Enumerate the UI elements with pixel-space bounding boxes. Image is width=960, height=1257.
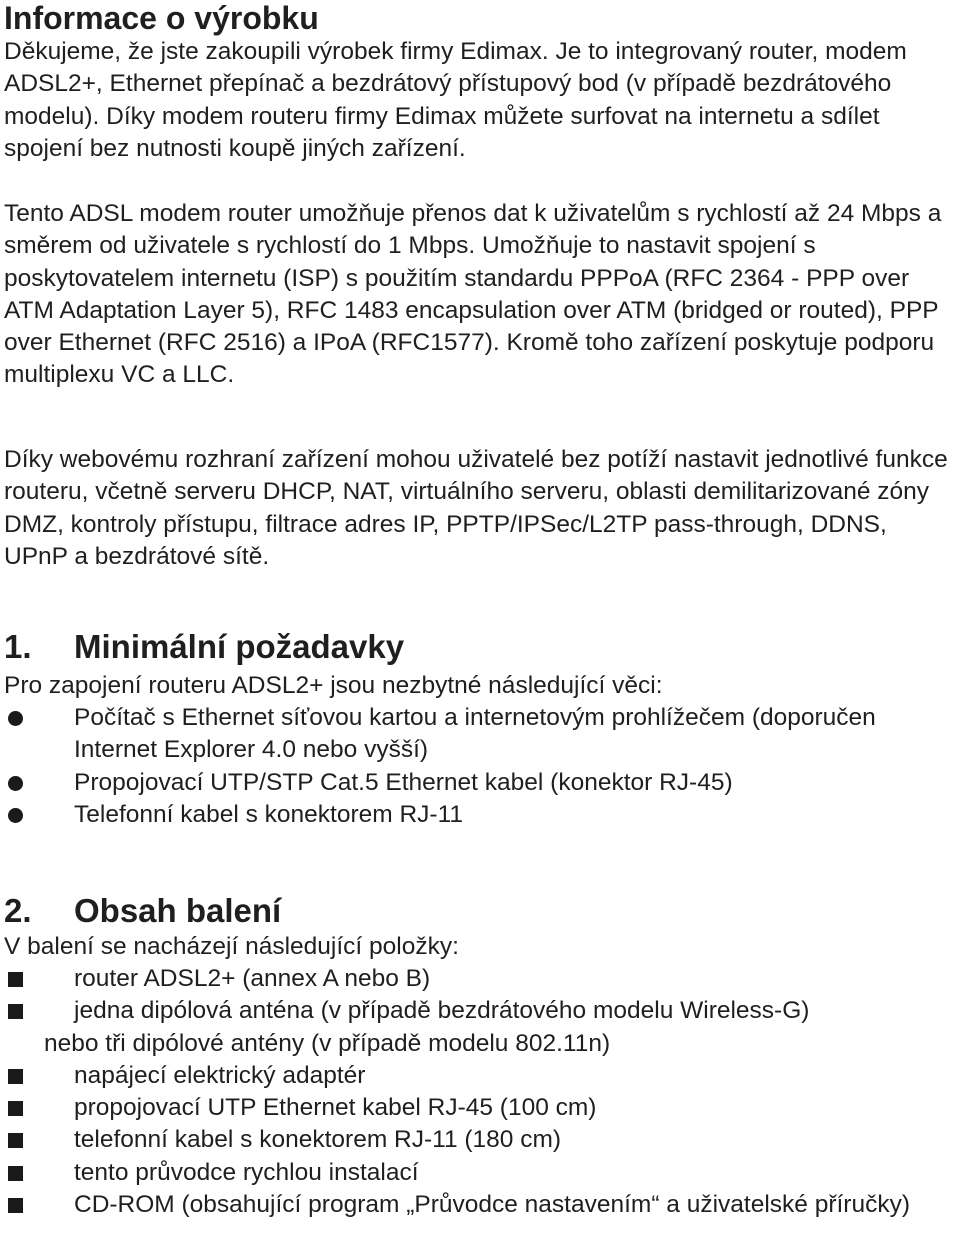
intro-paragraph-1: Děkujeme, že jste zakoupili výrobek firmy Edimax. Je to integrovaný router, modem ADSL2+, Ethernet přepínač a bezdrátový přístupový bod (v případě bezdrátového modelu). Díky modem routeru firmy Edimax můžete surfovat na internetu a sdílet spojení bez nutnosti koupě jiných zařízení. xyxy=(4,38,907,162)
list-item-continuation: nebo tři dipólové antény (v případě modelu 802.11n) xyxy=(44,1029,611,1057)
list-item xyxy=(0,1060,955,1092)
list-item xyxy=(0,1189,955,1221)
intro-paragraph-2: Tento ADSL modem router umožňuje přenos dat k uživatelům s rychlostí až 24 Mbps a směrem od uživatele s rychlostí do 1 Mbps. Umožňuje to nastavit spojení s poskytovatelem internetu (ISP) s použitím standardu PPPoA (RFC 2364 - PPP over ATM Adaptation Layer 5), RFC 1483 encapsulation over ATM (bridged or routed), PPP over Ethernet (RFC 2516) a IPoA (RFC1577). Kromě toho zařízení poskytuje podporu multiplexu VC a LLC. xyxy=(4,200,942,389)
section-1-heading xyxy=(4,628,404,666)
bullet-square-icon xyxy=(8,1133,23,1148)
requirements-list xyxy=(0,702,955,831)
list-item-text: propojovací UTP Ethernet kabel RJ-45 (100 cm) xyxy=(74,1094,597,1122)
list-item-text: napájecí elektrický adaptér xyxy=(74,1061,366,1089)
list-item xyxy=(0,995,955,1060)
bullet-square-icon xyxy=(8,1101,23,1116)
list-item xyxy=(0,963,955,995)
list-item-text: jedna dipólová anténa (v případě bezdrátového modelu Wireless-G) xyxy=(74,997,810,1025)
list-item xyxy=(0,1124,955,1156)
list-item xyxy=(0,799,955,831)
package-contents-list xyxy=(0,963,955,1221)
list-item xyxy=(0,767,955,799)
list-item-text: tento průvodce rychlou instalací xyxy=(74,1158,419,1186)
bullet-square-icon xyxy=(8,972,23,987)
page-title: Informace o výrobku xyxy=(4,0,319,36)
section-2-title: Obsah balení xyxy=(74,892,282,929)
section-2-number: 2. xyxy=(4,892,32,929)
list-item xyxy=(0,1157,955,1189)
list-item-text: telefonní kabel s konektorem RJ-11 (180 cm) xyxy=(74,1126,562,1154)
bullet-square-icon xyxy=(8,1069,23,1084)
section-1-title: Minimální požadavky xyxy=(74,628,405,665)
intro-paragraph-3: Díky webovému rozhraní zařízení mohou uživatelé bez potíží nastavit jednotlivé funkce routeru, včetně serveru DHCP, NAT, virtuálního serveru, oblasti demilitarizované zóny DMZ, kontroly přístupu, filtrace adres IP, PPTP/IPSec/L2TP pass-through, DDNS, UPnP a bezdrátové sítě. xyxy=(4,446,948,570)
list-item-text: Počítač s Ethernet síťovou kartou a internetovým prohlížečem (doporučen Internet Explorer 4.0 nebo vyšší) xyxy=(74,704,876,764)
bullet-dot-icon xyxy=(8,808,23,823)
list-item xyxy=(0,702,955,767)
list-item-text: Telefonní kabel s konektorem RJ-11 xyxy=(74,800,464,828)
list-item-text: Propojovací UTP/STP Cat.5 Ethernet kabel (konektor RJ-45) xyxy=(74,768,733,796)
bullet-dot-icon xyxy=(8,711,23,726)
list-item-text: router ADSL2+ (annex A nebo B) xyxy=(74,965,431,992)
bullet-dot-icon xyxy=(8,776,23,791)
section-2-heading xyxy=(4,892,281,930)
section-1-intro: Pro zapojení routeru ADSL2+ jsou nezbytné následující věci: xyxy=(4,672,663,699)
section-2-intro: V balení se nacházejí následující položky: xyxy=(4,933,459,960)
bullet-square-icon xyxy=(8,1198,23,1213)
bullet-square-icon xyxy=(8,1004,23,1019)
section-1-number: 1. xyxy=(4,628,32,665)
list-item-text: CD-ROM (obsahující program „Průvodce nastavením“ a uživatelské příručky) xyxy=(74,1191,911,1219)
list-item xyxy=(0,1092,955,1124)
bullet-square-icon xyxy=(8,1166,23,1181)
